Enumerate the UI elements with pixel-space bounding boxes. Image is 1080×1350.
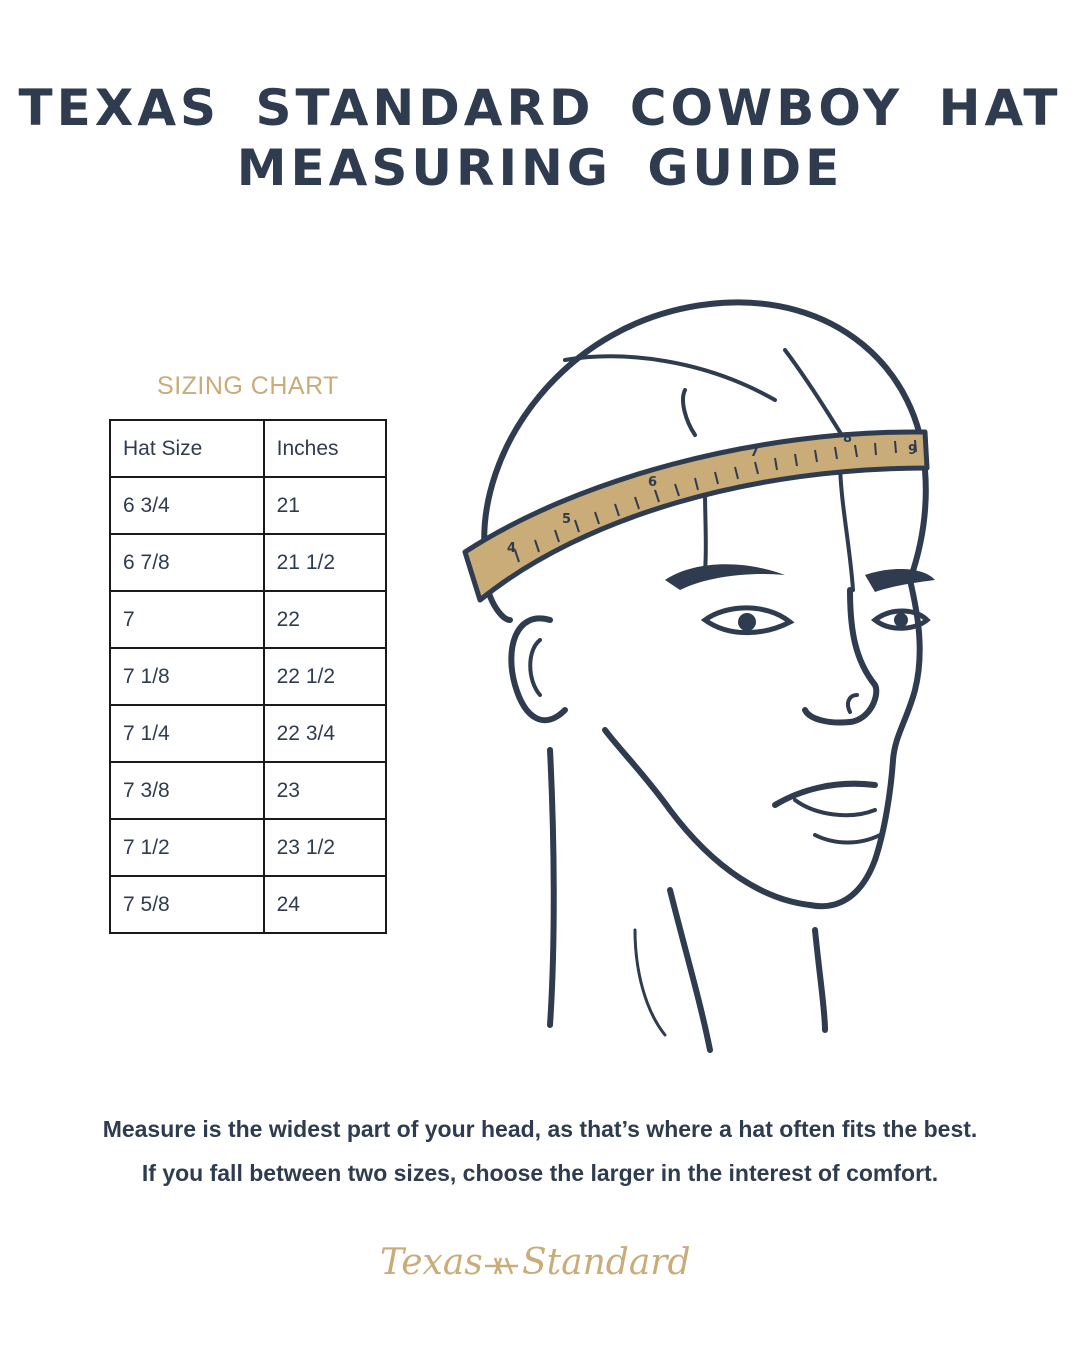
head-with-measuring-tape-icon: [455, 290, 955, 1070]
table-row: [110, 705, 386, 762]
inches-cell: 23: [264, 762, 386, 819]
tape-number: 8: [843, 431, 853, 446]
sizing-chart-heading: SIZING CHART: [157, 372, 339, 400]
sizing-table: [109, 419, 387, 934]
column-header-inches: Inches: [264, 420, 386, 477]
table-row: [110, 648, 386, 705]
column-header-hat-size: Hat Size: [110, 420, 264, 477]
tape-number: 9: [908, 443, 918, 458]
tape-number: 6: [648, 475, 658, 490]
barbed-wire-icon: [485, 1258, 518, 1274]
hat-size-cell: 7 1/8: [110, 648, 264, 705]
hat-size-cell: 7 1/2: [110, 819, 264, 876]
hat-size-cell: 7: [110, 591, 264, 648]
inches-cell: 23 1/2: [264, 819, 386, 876]
logo-text-right: Standard: [522, 1242, 691, 1283]
page-title: [0, 78, 1080, 198]
hat-size-cell: 6 7/8: [110, 534, 264, 591]
logo-text-left: Texas: [380, 1242, 483, 1283]
inches-cell: 22: [264, 591, 386, 648]
measuring-note-1: Measure is the widest part of your head, as that’s where a hat often fits the best.: [102, 1116, 978, 1142]
tape-number: 5: [562, 512, 572, 527]
table-row: [110, 762, 386, 819]
tape-number: 7: [750, 445, 760, 460]
hat-size-cell: 6 3/4: [110, 477, 264, 534]
inches-cell: 21 1/2: [264, 534, 386, 591]
hat-size-cell: 7 1/4: [110, 705, 264, 762]
title-line-2: MEASURING GUIDE: [236, 139, 844, 197]
inches-cell: 24: [264, 876, 386, 933]
inches-cell: 22 3/4: [264, 705, 386, 762]
table-header-row: [110, 420, 386, 477]
inches-cell: 21: [264, 477, 386, 534]
table-row: [110, 819, 386, 876]
texas-standard-logo: [360, 1228, 720, 1298]
tape-number: 4: [507, 541, 517, 556]
table-row: [110, 477, 386, 534]
table-row: [110, 876, 386, 933]
title-line-1: TEXAS STANDARD COWBOY HAT: [18, 79, 1062, 137]
hat-size-cell: 7 5/8: [110, 876, 264, 933]
hat-size-cell: 7 3/8: [110, 762, 264, 819]
table-row: [110, 534, 386, 591]
measuring-note-2: If you fall between two sizes, choose the larger in the interest of comfort.: [141, 1160, 939, 1186]
inches-cell: 22 1/2: [264, 648, 386, 705]
table-row: [110, 591, 386, 648]
